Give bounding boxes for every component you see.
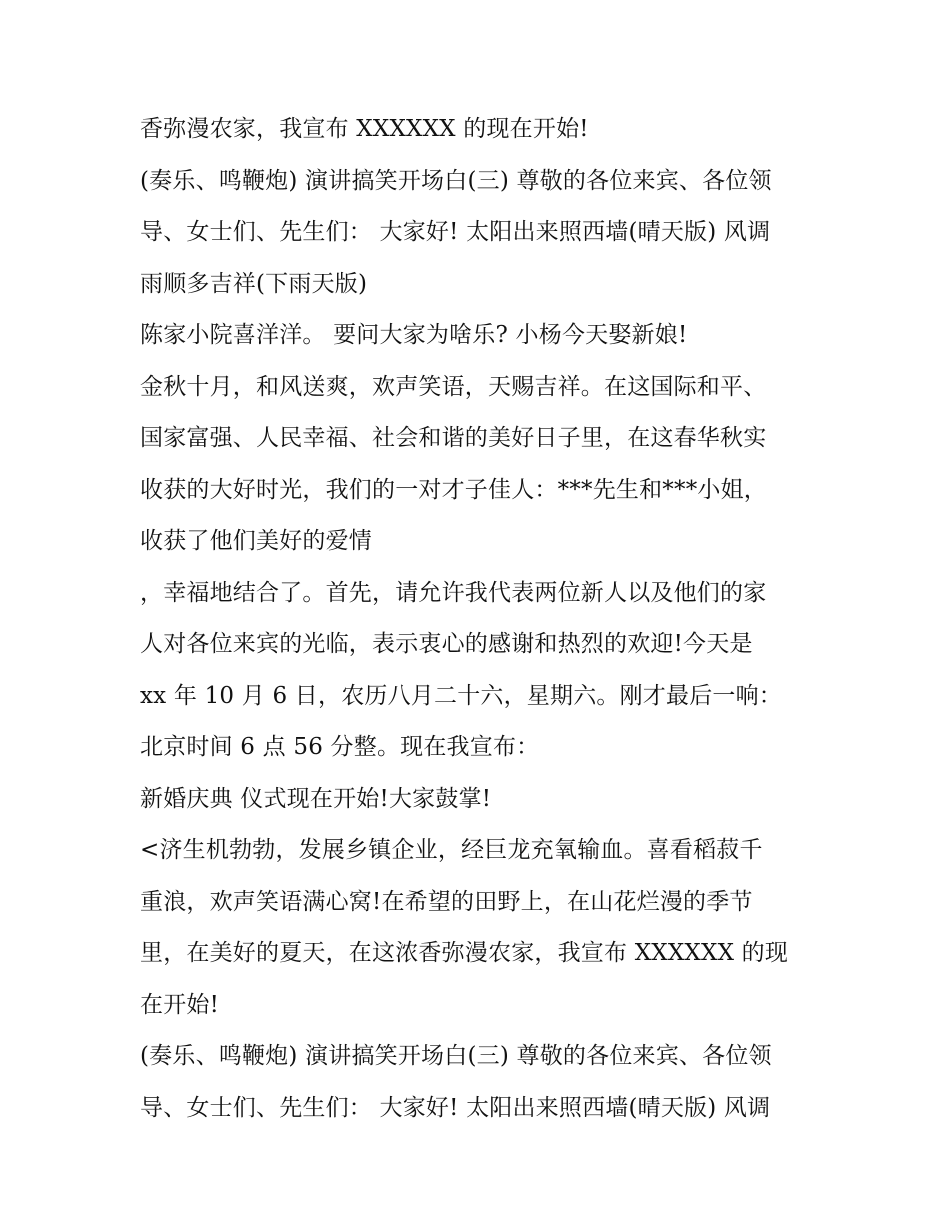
text-line: 人对各位来宾的光临，表示衷心的感谢和热烈的欢迎!今天是 bbox=[140, 631, 753, 657]
text-line: 导、女士们、先生们： 大家好! 太阳出来照西墙(晴天版) 风调 bbox=[140, 219, 771, 245]
document-body bbox=[140, 104, 840, 1134]
text-line: 国家富强、人民幸福、社会和谐的美好日子里，在这春华秋实 bbox=[140, 425, 767, 451]
text-line: (奏乐、鸣鞭炮) 演讲搞笑开场白(三) 尊敬的各位来宾、各位领 bbox=[140, 1043, 772, 1069]
text-line: 金秋十月，和风送爽，欢声笑语，天赐吉祥。在这国际和平、 bbox=[140, 373, 767, 400]
text-line: 里，在美好的夏天，在这浓香弥漫农家，我宣布 XXXXXX 的现 bbox=[140, 940, 789, 966]
text-line: ，幸福地结合了。首先，请允许我代表两位新人以及他们的家 bbox=[140, 579, 767, 606]
text-line: 新婚庆典 仪式现在开始!大家鼓掌! bbox=[140, 785, 492, 812]
text-line: (奏乐、鸣鞭炮) 演讲搞笑开场白(三) 尊敬的各位来宾、各位领 bbox=[140, 167, 772, 194]
text-line: <济生机勃勃，发展乡镇企业，经巨龙充氧输血。喜看稻菽千 bbox=[140, 837, 763, 863]
text-line: 导、女士们、先生们： 大家好! 太阳出来照西墙(晴天版) 风调 bbox=[140, 1094, 771, 1121]
text-line: 香弥漫农家，我宣布 XXXXXX 的现在开始! bbox=[140, 116, 589, 142]
text-line: xx 年 10 月 6 日，农历八月二十六，星期六。刚才最后一响： bbox=[140, 682, 782, 709]
text-line: 雨顺多吉祥(下雨天版) bbox=[140, 270, 368, 297]
text-line: 收获的大好时光，我们的一对才子佳人：***先生和***小姐， bbox=[140, 476, 767, 503]
text-line: 陈家小院喜洋洋。 要问大家为啥乐? 小杨今天娶新娘! bbox=[140, 322, 688, 348]
text-line: 在开始! bbox=[140, 991, 220, 1018]
text-line: 收获了他们美好的爱情 bbox=[140, 528, 372, 554]
text-line: 北京时间 6 点 56 分整。现在我宣布： bbox=[140, 734, 540, 760]
text-line: 重浪，欢声笑语满心窝!在希望的田野上，在山花烂漫的季节 bbox=[140, 888, 753, 915]
